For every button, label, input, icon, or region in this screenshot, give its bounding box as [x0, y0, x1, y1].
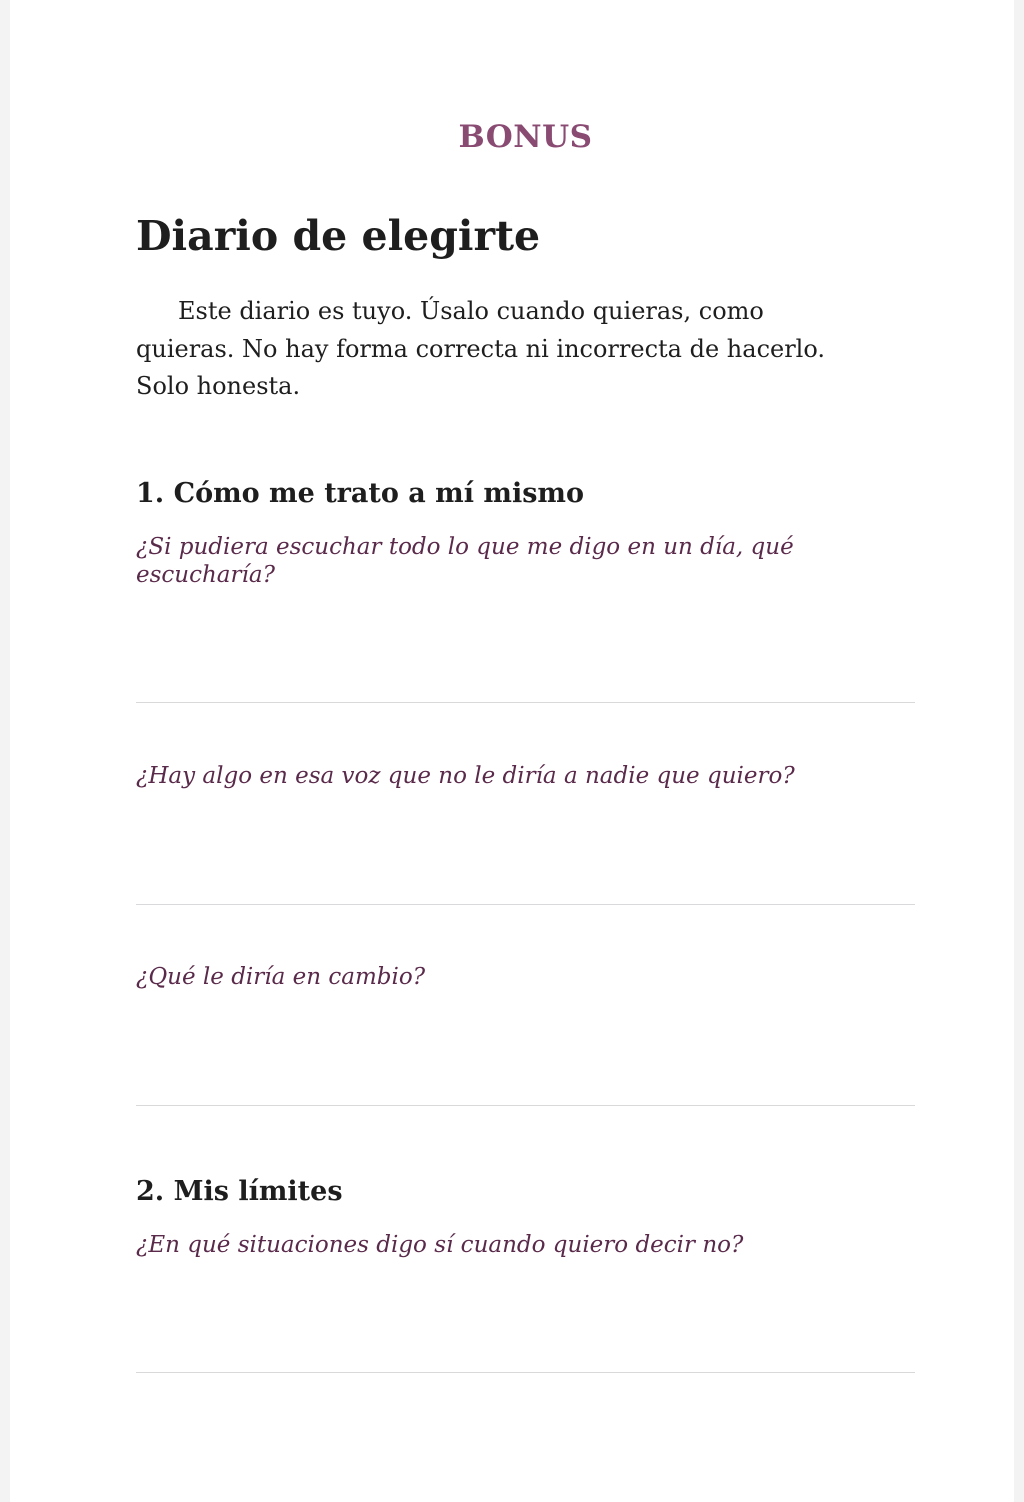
prompt-line: ¿Si pudiera escuchar todo lo que me digo en un día, qué	[136, 534, 794, 560]
journal-prompt	[136, 762, 915, 790]
answer-line[interactable]	[136, 904, 915, 905]
prompt-line: escucharía?	[136, 562, 275, 588]
intro-line: quieras. No hay forma correcta ni incorrecta de hacerlo.	[136, 334, 826, 363]
journal-prompt	[136, 963, 915, 991]
prompt-line: ¿En qué situaciones digo sí cuando quiero decir no?	[136, 1232, 744, 1258]
page-title: Diario de elegirte	[136, 212, 541, 260]
journal-prompt	[136, 1231, 915, 1259]
intro-line: Solo honesta.	[136, 372, 301, 400]
prompt-line: ¿Hay algo en esa voz que no le diría a nadie que quiero?	[136, 763, 795, 789]
answer-line[interactable]	[136, 702, 915, 703]
bonus-kicker: BONUS	[458, 119, 593, 155]
intro-line: Este diario es tuyo. Úsalo cuando quieras, como	[178, 297, 764, 325]
journal-prompt	[136, 533, 915, 589]
section-heading-1: 1. Cómo me trato a mí mismo	[136, 478, 585, 509]
answer-line[interactable]	[136, 1105, 915, 1106]
intro-paragraph	[136, 293, 896, 406]
answer-line[interactable]	[136, 1372, 915, 1373]
prompt-line: ¿Qué le diría en cambio?	[136, 964, 426, 990]
document-page	[10, 0, 1014, 1502]
section-heading-2: 2. Mis límites	[136, 1176, 343, 1207]
